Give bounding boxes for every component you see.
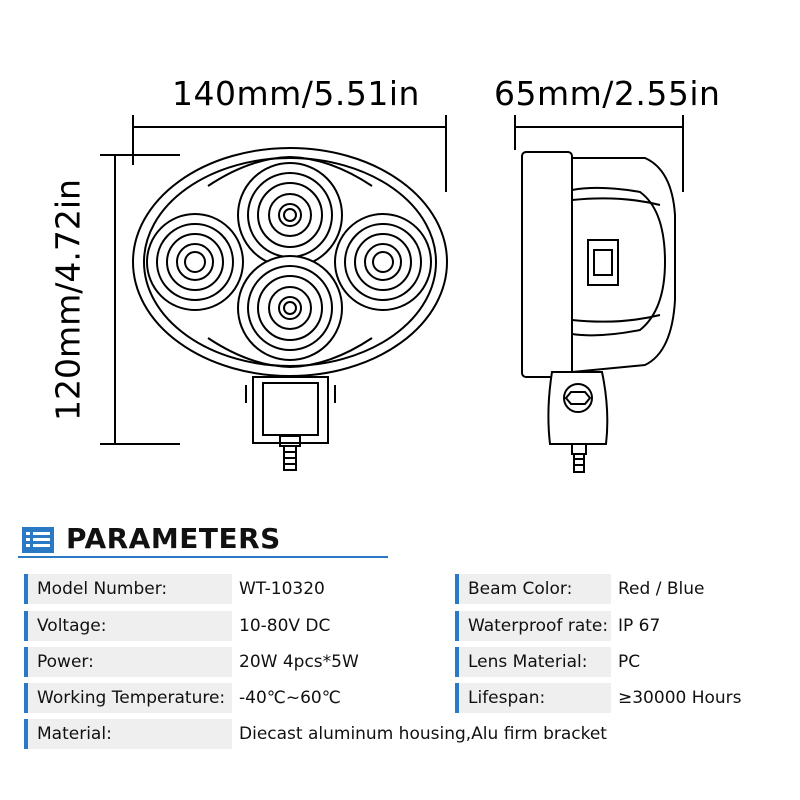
param-label: Material: [24,719,232,749]
param-value: IP 67 [618,616,661,636]
param-label: Waterproof rate: [455,611,611,641]
param-row-waterproof-rate [455,611,785,641]
param-row-lens-material [455,647,785,677]
header-divider [18,556,388,558]
param-value: Red / Blue [618,579,705,599]
param-row-power [24,647,444,677]
param-value: Diecast aluminum housing,Alu firm bracket [239,724,607,744]
param-label: Lens Material: [455,647,611,677]
param-value: PC [618,652,641,672]
param-value: 20W 4pcs*5W [239,652,359,672]
param-row-material [24,719,724,749]
param-value: 10-80V DC [239,616,331,636]
param-label: Lifespan: [455,683,611,713]
height-dimension-label: 120mm/4.72in [48,179,88,421]
param-row-voltage [24,611,444,641]
list-icon [22,527,54,553]
param-label: Model Number: [24,574,232,604]
side-view [522,152,675,472]
param-label: Working Temperature: [24,683,232,713]
param-value: -40℃~60℃ [239,688,341,708]
param-label: Beam Color: [455,574,611,604]
param-row-lifespan [455,683,785,713]
depth-dimension-label: 65mm/2.55in [494,74,721,113]
param-row-model-number [24,574,444,604]
param-value: ≥30000 Hours [618,688,742,708]
width-dimension-label: 140mm/5.51in [172,74,420,113]
section-title: PARAMETERS [66,522,281,555]
param-label: Voltage: [24,611,232,641]
param-row-beam-color [455,574,785,604]
front-view [133,148,447,470]
param-value: WT-10320 [239,579,325,599]
param-label: Power: [24,647,232,677]
param-row-working-temperature [24,683,444,713]
parameters-header [18,520,388,560]
